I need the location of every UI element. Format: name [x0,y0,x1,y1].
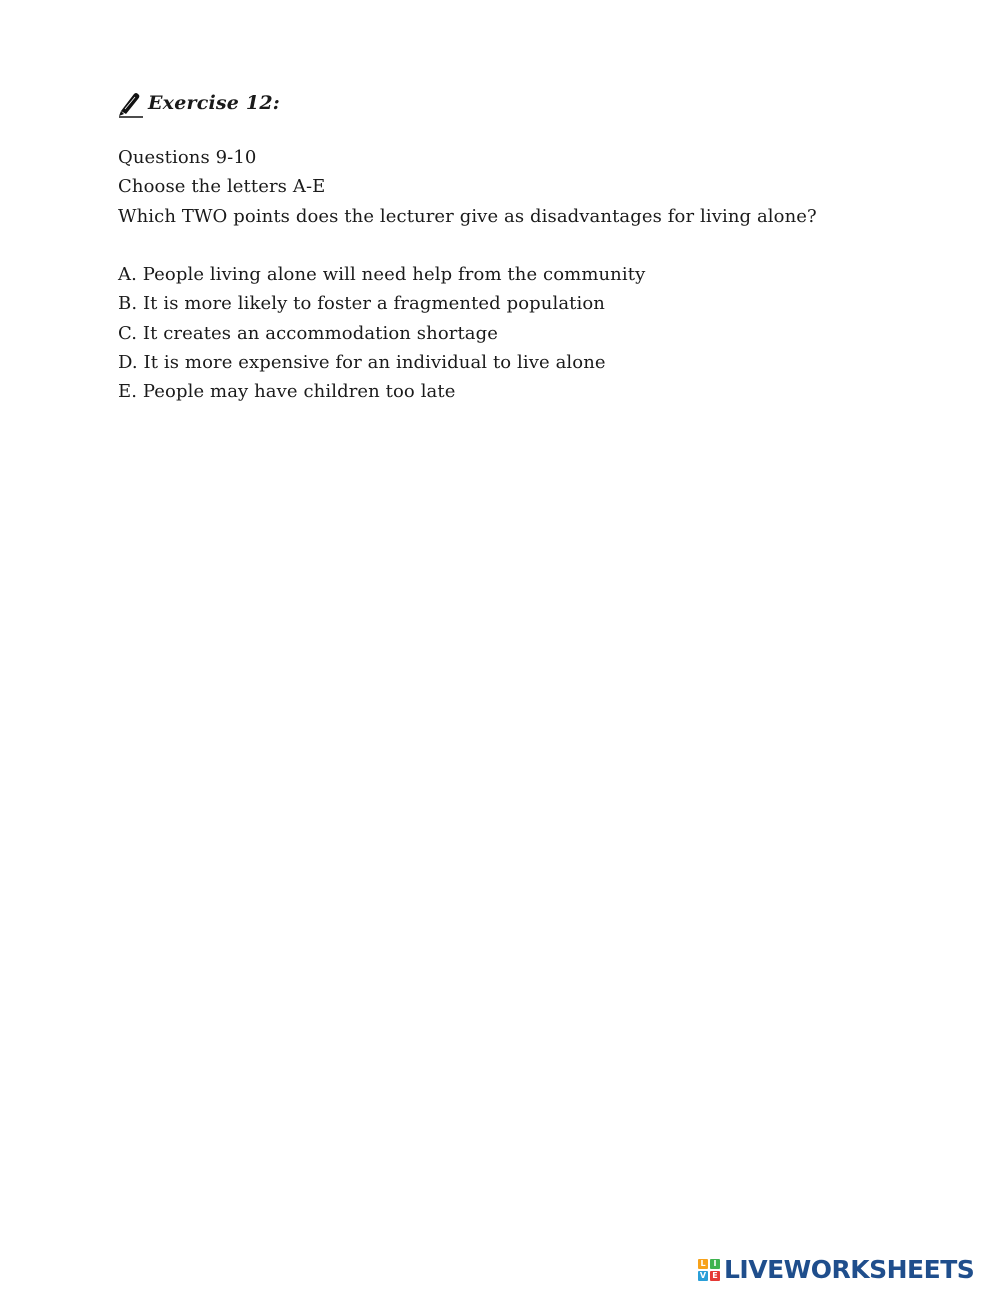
option-d: D. It is more expensive for an individual to live alone [118,351,606,373]
logo-mark-cell: V [699,1270,707,1280]
options-list [118,260,645,406]
option-b: B. It is more likely to foster a fragmented population [118,293,605,315]
logo-mark-cell: E [710,1271,720,1281]
option-a: A. People living alone will need help from the community [118,264,646,285]
instructions [118,143,817,231]
logo-text: LIVEWORKSHEETS [724,1255,975,1284]
choose-letters: Choose the letters A-E [118,176,326,198]
option-c: C. It creates an accommodation shortage [118,322,499,344]
exercise-title: Exercise 12: [148,92,280,114]
logo-mark-icon [698,1259,720,1281]
questions-range: Questions 9-10 [118,147,257,168]
liveworksheets-logo [698,1255,974,1284]
logo-mark-cell: I [710,1259,720,1269]
exercise-heading [116,88,280,118]
option-e: E. People may have children too late [118,381,456,403]
logo-mark-cell: L [698,1259,708,1269]
question-prompt: Which TWO points does the lecturer give as disadvantages for living alone? [118,205,817,227]
pencil-icon [116,88,146,118]
